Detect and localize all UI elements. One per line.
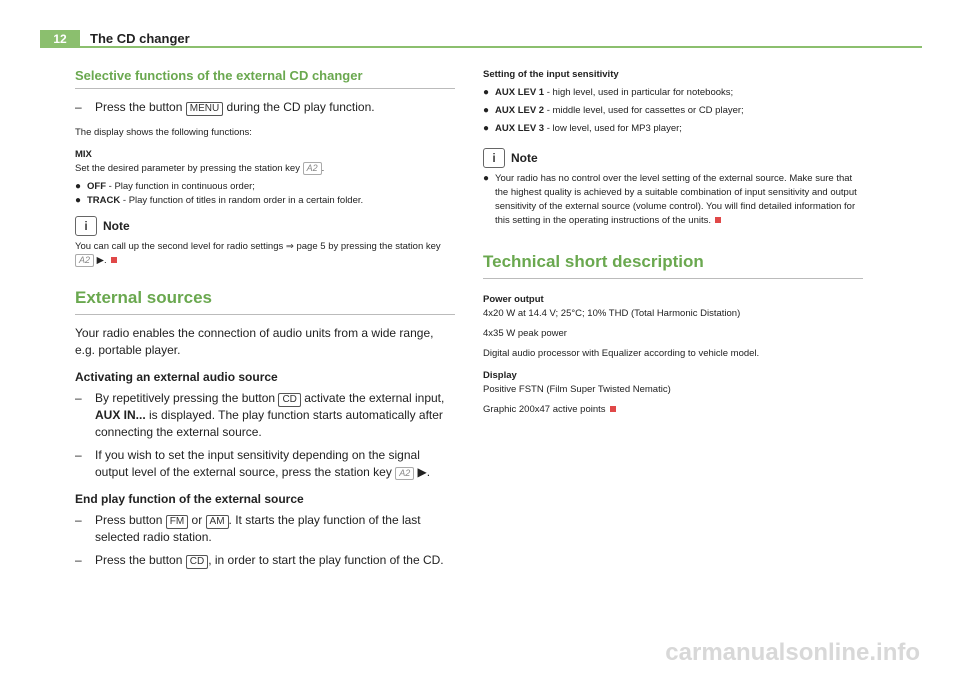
note-header: i Note [75, 216, 455, 236]
left-column [75, 68, 455, 569]
note-info-icon: i [75, 216, 97, 236]
display-line-1: Positive FSTN (Film Super Twisted Nematic) [483, 384, 671, 395]
sensitivity-heading: Setting of the input sensitivity [483, 69, 619, 80]
bullet-off: ● OFF - Play function in continuous order; [75, 181, 255, 192]
power-line-2: 4x35 W peak power [483, 328, 567, 339]
cd-key: CD [186, 555, 208, 569]
section-title-external-sources: External sources [75, 288, 455, 315]
aux-lev-3-item: ● AUX LEV 3 - low level, used for MP3 player; [483, 123, 682, 134]
station-key-a2: A2 [303, 162, 322, 175]
power-line-3: Digital audio processor with Equalizer according to vehicle model. [483, 348, 760, 359]
press-menu-step: – Press the button MENU during the CD play function. [75, 100, 375, 114]
am-key: AM [206, 515, 229, 529]
page-number: 12 [40, 30, 80, 48]
section-title-selective-functions: Selective functions of the external CD changer [75, 68, 455, 89]
end-step-1: – Press button FM or AM . It starts the play function of the last selected radio station. [75, 513, 421, 544]
section-title-technical: Technical short description [483, 252, 863, 279]
display-intro: The display shows the following functions: [75, 127, 252, 138]
end-mark [111, 257, 117, 263]
fm-key: FM [166, 515, 188, 529]
note-header: i Note [483, 148, 863, 168]
watermark: carmanualsonline.info [665, 639, 920, 666]
menu-key: MENU [186, 102, 223, 116]
sensitivity-step: – If you wish to set the input sensitivity depending on the signal output level of the external source, press the station key A2 ▶. [75, 448, 431, 479]
activate-step: – By repetitively pressing the button CD activate the external input, AUX IN... is displayed. The play function starts automatically after connecting the external source. [75, 391, 445, 439]
header-rule [40, 46, 922, 48]
power-output-heading: Power output [483, 294, 544, 305]
end-mark [715, 217, 721, 223]
set-parameter-text: Set the desired parameter by pressing the station key A2 . [75, 163, 325, 174]
end-play-heading: End play function of the external source [75, 492, 304, 506]
bullet-track: ● TRACK - Play function of titles in random order in a certain folder. [75, 195, 364, 206]
end-mark [610, 406, 616, 412]
display-heading: Display [483, 370, 517, 381]
note-text-left: You can call up the second level for radio settings ⇒ page 5 by pressing the station key A2 ▶. [75, 241, 441, 266]
station-key-a2: A2 [75, 254, 94, 267]
power-line-1: 4x20 W at 14.4 V; 25°C; 10% THD (Total Harmonic Distation) [483, 308, 741, 319]
note-text-right: ● Your radio has no control over the level setting of the external source. Make sure that the highest quality is achieved by a suitable combination of input sensitivity and output sensitivity of the external source (volume control). You will find detailed information for this setting in the operating instructions of the units. [483, 173, 857, 226]
activating-heading: Activating an external audio source [75, 370, 278, 384]
end-step-2: – Press the button CD , in order to start the play function of the CD. [75, 553, 444, 567]
cd-key: CD [278, 393, 300, 407]
display-line-2: Graphic 200x47 active points [483, 403, 863, 417]
aux-lev-2-item: ● AUX LEV 2 - middle level, used for cassettes or CD player; [483, 105, 744, 116]
note-info-icon: i [483, 148, 505, 168]
aux-lev-1-item: ● AUX LEV 1 - high level, used in particular for notebooks; [483, 87, 734, 98]
station-key-a2: A2 [395, 467, 414, 480]
external-intro: Your radio enables the connection of audio units from a wide range, e.g. portable player. [75, 326, 434, 357]
page-header-title: The CD changer [90, 31, 190, 46]
mix-label: MIX [75, 149, 92, 160]
right-column [483, 68, 863, 417]
